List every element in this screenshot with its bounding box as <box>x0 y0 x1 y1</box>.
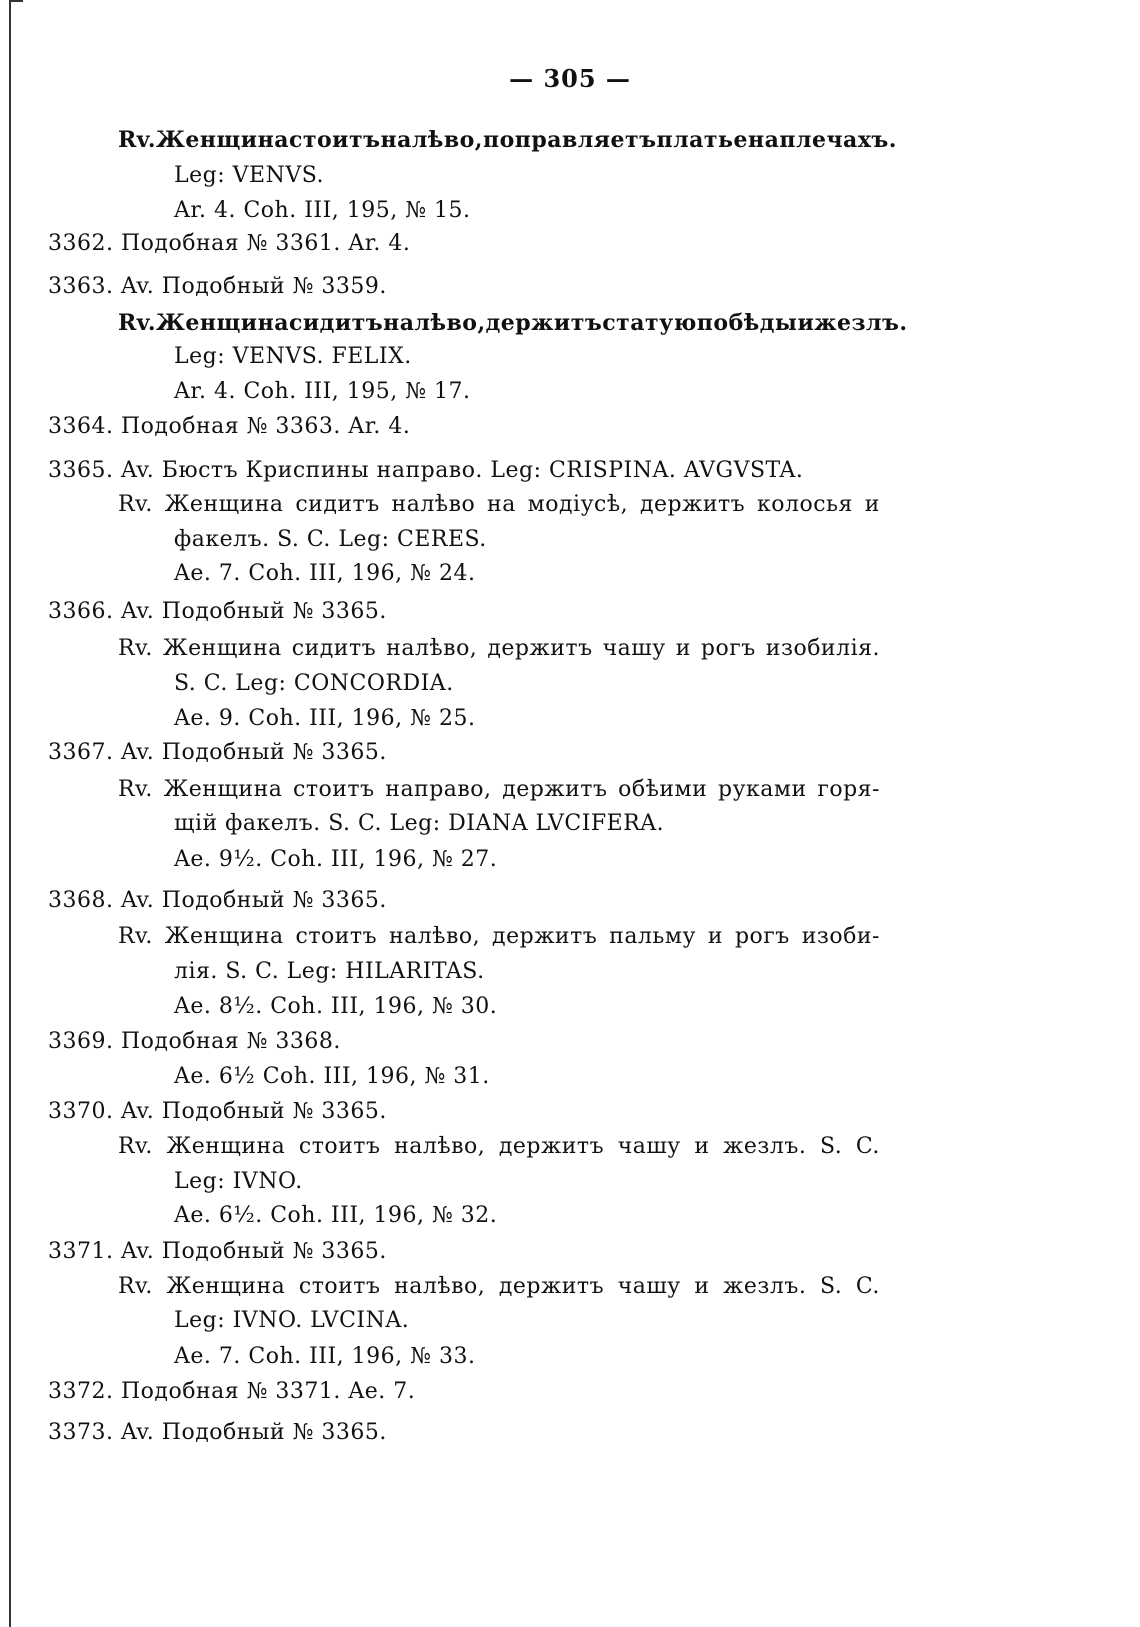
text-line <box>118 775 880 805</box>
text-line <box>118 1132 880 1162</box>
text-line <box>118 490 880 520</box>
word: налѣво, <box>394 1134 486 1159</box>
word: направо, <box>385 777 492 802</box>
word: сидитъ <box>295 492 380 517</box>
entry-line: 3365. Av. Бюстъ Криспины направо. Leg: CRISPINA. AVGVSTA. <box>48 458 804 483</box>
word: держитъ <box>639 492 746 517</box>
text-line: Ae. 7. Coh. III, 196, № 24. <box>174 561 476 586</box>
word: жезлъ. <box>723 1274 807 1299</box>
word: и <box>864 492 880 517</box>
entry-line: 3363. Av. Подобный № 3359. <box>48 274 387 299</box>
word: налѣво, <box>383 310 486 336</box>
word: жезлъ. <box>814 310 908 336</box>
word: налѣво, <box>386 636 478 661</box>
text-line: Leg: IVNO. <box>174 1169 303 1194</box>
word: рогъ <box>734 924 790 949</box>
word: налѣво, <box>388 924 481 949</box>
word: Женщина <box>156 127 289 153</box>
word: держитъ <box>498 1274 605 1299</box>
entry-line: 3362. Подобная № 3361. Ar. 4. <box>48 231 411 256</box>
word: Женщина <box>156 310 289 336</box>
word: Rv. <box>118 777 153 802</box>
word: пальму <box>609 924 696 949</box>
word: налѣво, <box>380 127 483 153</box>
word: и <box>707 924 724 949</box>
word: платье <box>656 127 748 153</box>
word: плечахъ. <box>779 127 897 153</box>
word: стоитъ <box>288 127 381 153</box>
page-corner-mark <box>9 0 23 2</box>
text-line: щій факелъ. S. C. Leg: DIANA LVCIFERA. <box>174 811 665 836</box>
entry-line: 3366. Av. Подобный № 3365. <box>48 599 387 624</box>
page-edge-line <box>9 0 11 1627</box>
word: держитъ <box>502 777 608 802</box>
entry-line: 3372. Подобная № 3371. Ae. 7. <box>48 1379 416 1404</box>
entry-line: 3369. Подобная № 3368. <box>48 1029 341 1054</box>
word: держитъ <box>485 310 603 336</box>
word: изоби- <box>801 924 880 949</box>
text-line: факелъ. S. C. Leg: CERES. <box>174 527 487 552</box>
word: горя- <box>817 777 880 802</box>
page-number: — 305 — <box>509 64 631 93</box>
word: Женщина <box>164 492 284 517</box>
word: на <box>487 492 516 517</box>
entry-line: 3373. Av. Подобный № 3365. <box>48 1420 387 1445</box>
text-line: Ae. 9½. Coh. III, 196, № 27. <box>174 847 498 872</box>
entry-line: 3367. Av. Подобный № 3365. <box>48 740 387 765</box>
word: поправляетъ <box>482 127 657 153</box>
text-line <box>118 634 880 664</box>
word: S. <box>819 1134 843 1159</box>
text-line: Ae. 7. Coh. III, 196, № 33. <box>174 1344 476 1369</box>
text-line <box>118 922 880 952</box>
word: держитъ <box>498 1134 605 1159</box>
word: чашу <box>617 1134 681 1159</box>
word: стоитъ <box>298 1134 381 1159</box>
word: обѣими <box>618 777 708 802</box>
word: рогъ <box>700 636 756 661</box>
entry-line: 3371. Av. Подобный № 3365. <box>48 1239 387 1264</box>
word: Женщина <box>166 1134 286 1159</box>
word: стоитъ <box>295 924 378 949</box>
word: и <box>694 1134 710 1159</box>
text-line: Ar. 4. Coh. III, 195, № 15. <box>174 198 471 223</box>
entry-line: 3368. Av. Подобный № 3365. <box>48 888 387 913</box>
word: побѣды <box>696 310 798 336</box>
text-line: Leg: IVNO. LVCINA. <box>174 1308 410 1333</box>
word: сидитъ <box>288 310 384 336</box>
text-line: Ar. 4. Coh. III, 195, № 17. <box>174 379 471 404</box>
word: и <box>675 636 691 661</box>
word: стоитъ <box>293 777 375 802</box>
text-line: Ae. 6½ Coh. III, 196, № 31. <box>174 1064 490 1089</box>
word: Женщина <box>164 924 284 949</box>
text-line <box>118 1272 880 1302</box>
text-line <box>118 125 897 155</box>
word: Rv. <box>118 492 153 517</box>
word: налѣво <box>391 492 476 517</box>
word: колосья <box>756 492 853 517</box>
word: Женщина <box>166 1274 286 1299</box>
word: держитъ <box>487 636 593 661</box>
word: на <box>747 127 780 153</box>
word: Rv. <box>118 1134 153 1159</box>
word: статую <box>602 310 697 336</box>
word: чашу <box>602 636 666 661</box>
text-line: S. C. Leg: CONCORDIA. <box>174 671 454 696</box>
word: Женщина <box>162 636 282 661</box>
word: налѣво, <box>394 1274 486 1299</box>
word: модіусѣ, <box>527 492 629 517</box>
text-line: Ae. 9. Coh. III, 196, № 25. <box>174 706 476 731</box>
word: изобилія. <box>765 636 880 661</box>
word: чашу <box>617 1274 681 1299</box>
word: и <box>694 1274 710 1299</box>
text-line: лія. S. C. Leg: HILARITAS. <box>174 959 485 984</box>
entry-line: 3364. Подобная № 3363. Ar. 4. <box>48 414 411 439</box>
word: жезлъ. <box>723 1134 807 1159</box>
text-line: Ae. 8½. Coh. III, 196, № 30. <box>174 994 498 1019</box>
word: Rv. <box>118 127 157 153</box>
word: Женщина <box>163 777 283 802</box>
word: Rv. <box>118 1274 153 1299</box>
word: Rv. <box>118 924 153 949</box>
word: стоитъ <box>298 1274 381 1299</box>
word: S. <box>819 1274 843 1299</box>
entry-line: 3370. Av. Подобный № 3365. <box>48 1099 387 1124</box>
word: C. <box>855 1134 880 1159</box>
word: и <box>797 310 815 336</box>
text-line <box>118 308 908 338</box>
word: Rv. <box>118 310 157 336</box>
text-line: Leg: VENVS. FELIX. <box>174 344 412 369</box>
word: сидитъ <box>291 636 377 661</box>
word: держитъ <box>492 924 598 949</box>
text-line: Leg: VENVS. <box>174 163 324 188</box>
word: руками <box>717 777 807 802</box>
text-line: Ae. 6½. Coh. III, 196, № 32. <box>174 1203 498 1228</box>
word: Rv. <box>118 636 153 661</box>
word: C. <box>855 1274 880 1299</box>
